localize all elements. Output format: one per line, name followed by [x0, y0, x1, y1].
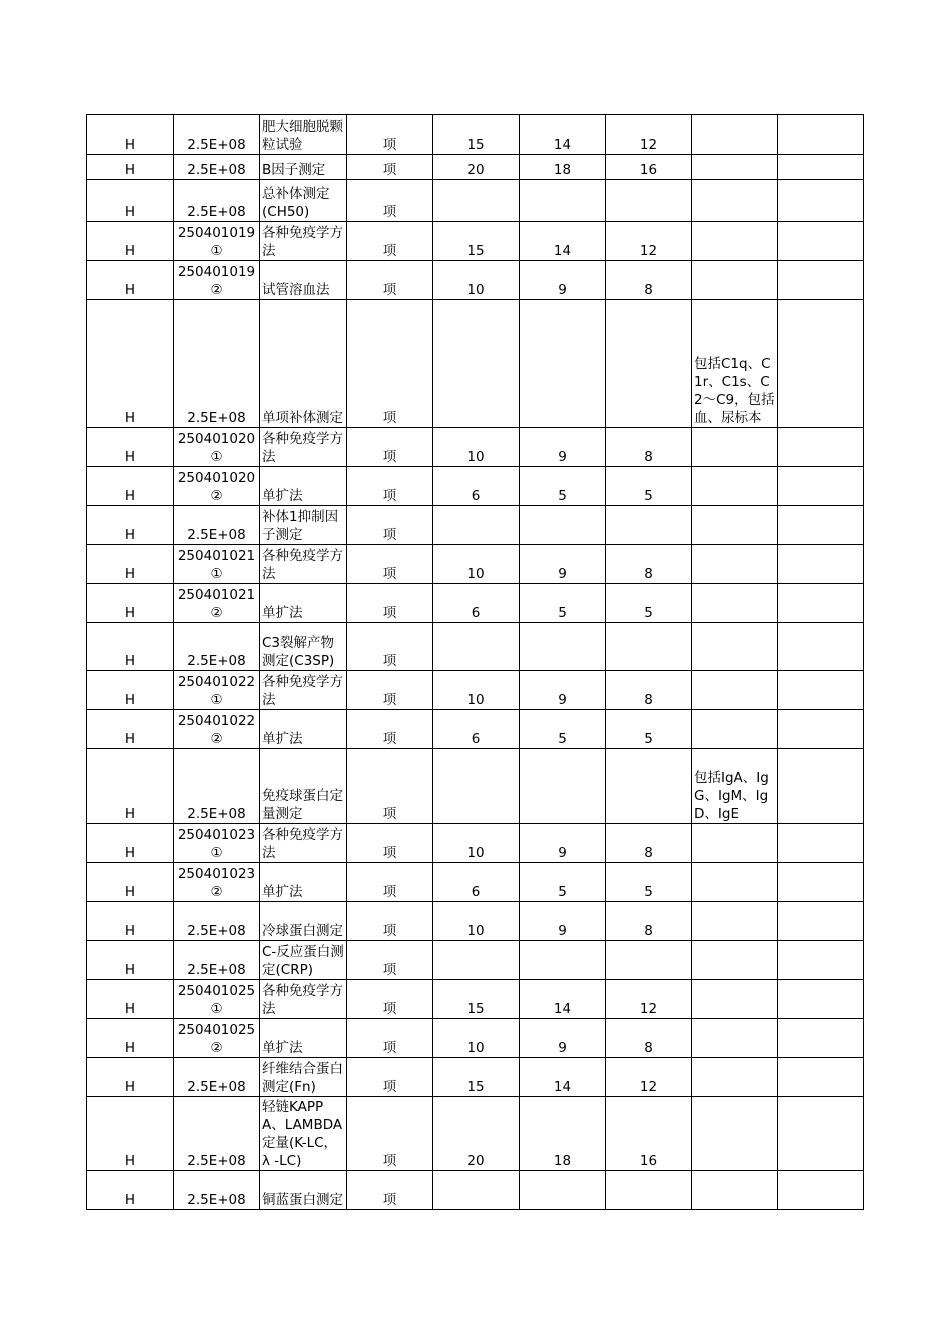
extra-cell	[778, 1171, 864, 1210]
item-name-cell: 补体1抑制因子测定	[260, 506, 347, 545]
code-cell: 2.5E+08	[174, 1058, 260, 1097]
note-cell	[692, 1097, 778, 1171]
table-row	[87, 749, 864, 824]
table-row	[87, 506, 864, 545]
price-cell-2	[520, 623, 606, 671]
code-cell: 250401023②	[174, 863, 260, 902]
code-cell: 250401023①	[174, 824, 260, 863]
code-cell: 250401019①	[174, 222, 260, 261]
extra-cell	[778, 863, 864, 902]
table-row	[87, 1097, 864, 1171]
price-cell-2	[520, 506, 606, 545]
unit-cell: 项	[347, 115, 433, 155]
price-cell-3: 5	[606, 584, 692, 623]
price-cell-2	[520, 749, 606, 824]
extra-cell	[778, 428, 864, 467]
price-cell-3: 8	[606, 824, 692, 863]
unit-cell: 项	[347, 1058, 433, 1097]
category-cell: H	[87, 941, 174, 980]
code-cell: 2.5E+08	[174, 623, 260, 671]
price-cell-1	[433, 300, 520, 428]
category-cell: H	[87, 1019, 174, 1058]
extra-cell	[778, 749, 864, 824]
category-cell: H	[87, 980, 174, 1019]
extra-cell	[778, 261, 864, 300]
unit-cell: 项	[347, 261, 433, 300]
unit-cell: 项	[347, 467, 433, 506]
price-cell-1	[433, 941, 520, 980]
unit-cell: 项	[347, 671, 433, 710]
item-name-cell: 各种免疫学方法	[260, 671, 347, 710]
note-cell	[692, 710, 778, 749]
table-body	[87, 115, 864, 1210]
price-cell-2: 5	[520, 863, 606, 902]
table-row	[87, 300, 864, 428]
note-cell	[692, 545, 778, 584]
note-cell	[692, 671, 778, 710]
note-cell	[692, 584, 778, 623]
unit-cell: 项	[347, 180, 433, 222]
note-cell	[692, 1019, 778, 1058]
table-row	[87, 941, 864, 980]
extra-cell	[778, 584, 864, 623]
code-cell: 250401019②	[174, 261, 260, 300]
code-cell: 250401020②	[174, 467, 260, 506]
note-cell	[692, 980, 778, 1019]
code-cell: 250401021②	[174, 584, 260, 623]
item-name-cell: 各种免疫学方法	[260, 824, 347, 863]
price-cell-1: 20	[433, 1097, 520, 1171]
item-name-cell: 单项补体测定	[260, 300, 347, 428]
price-cell-2: 5	[520, 584, 606, 623]
category-cell: H	[87, 1097, 174, 1171]
category-cell: H	[87, 300, 174, 428]
code-cell: 2.5E+08	[174, 300, 260, 428]
price-cell-3: 12	[606, 222, 692, 261]
unit-cell: 项	[347, 222, 433, 261]
price-cell-3	[606, 623, 692, 671]
code-cell: 250401022①	[174, 671, 260, 710]
price-cell-1	[433, 180, 520, 222]
item-name-cell: 轻链KAPPA、LAMBDA定量(K-LC，λ -LC)	[260, 1097, 347, 1171]
price-cell-2: 9	[520, 902, 606, 941]
extra-cell	[778, 980, 864, 1019]
code-cell: 2.5E+08	[174, 115, 260, 155]
category-cell: H	[87, 428, 174, 467]
extra-cell	[778, 506, 864, 545]
price-cell-3: 8	[606, 261, 692, 300]
extra-cell	[778, 1097, 864, 1171]
item-name-cell: 试管溶血法	[260, 261, 347, 300]
item-name-cell: 单扩法	[260, 467, 347, 506]
extra-cell	[778, 710, 864, 749]
item-name-cell: 总补体测定(CH50)	[260, 180, 347, 222]
item-name-cell: C3裂解产物测定(C3SP)	[260, 623, 347, 671]
table-row	[87, 261, 864, 300]
price-cell-3	[606, 506, 692, 545]
unit-cell: 项	[347, 300, 433, 428]
unit-cell: 项	[347, 941, 433, 980]
price-cell-2: 14	[520, 980, 606, 1019]
unit-cell: 项	[347, 155, 433, 180]
extra-cell	[778, 941, 864, 980]
price-cell-1	[433, 623, 520, 671]
item-name-cell: C-反应蛋白测定(CRP)	[260, 941, 347, 980]
price-cell-1: 15	[433, 115, 520, 155]
extra-cell	[778, 180, 864, 222]
price-cell-3	[606, 749, 692, 824]
price-cell-2	[520, 300, 606, 428]
price-cell-3	[606, 1171, 692, 1210]
note-cell	[692, 467, 778, 506]
table-row	[87, 902, 864, 941]
unit-cell: 项	[347, 710, 433, 749]
price-cell-2: 18	[520, 1097, 606, 1171]
table-row	[87, 671, 864, 710]
unit-cell: 项	[347, 545, 433, 584]
price-cell-1	[433, 749, 520, 824]
code-cell: 2.5E+08	[174, 155, 260, 180]
unit-cell: 项	[347, 980, 433, 1019]
category-cell: H	[87, 710, 174, 749]
price-cell-2: 9	[520, 671, 606, 710]
code-cell: 2.5E+08	[174, 941, 260, 980]
table-row	[87, 1019, 864, 1058]
price-cell-2	[520, 180, 606, 222]
category-cell: H	[87, 863, 174, 902]
category-cell: H	[87, 623, 174, 671]
price-cell-1: 10	[433, 1019, 520, 1058]
extra-cell	[778, 1058, 864, 1097]
price-cell-1: 10	[433, 545, 520, 584]
price-cell-3	[606, 941, 692, 980]
price-cell-2: 14	[520, 1058, 606, 1097]
extra-cell	[778, 115, 864, 155]
table-row	[87, 1171, 864, 1210]
code-cell: 2.5E+08	[174, 1097, 260, 1171]
note-cell	[692, 824, 778, 863]
price-cell-2: 9	[520, 824, 606, 863]
table-row	[87, 467, 864, 506]
price-cell-3: 5	[606, 467, 692, 506]
note-cell: 包括IgA、IgG、IgM、IgD、IgE	[692, 749, 778, 824]
price-cell-1: 10	[433, 428, 520, 467]
unit-cell: 项	[347, 1019, 433, 1058]
table-row	[87, 710, 864, 749]
price-cell-2: 14	[520, 115, 606, 155]
price-cell-1: 15	[433, 980, 520, 1019]
price-cell-2: 9	[520, 261, 606, 300]
table-row	[87, 824, 864, 863]
table-row	[87, 584, 864, 623]
unit-cell: 项	[347, 902, 433, 941]
table-row	[87, 1058, 864, 1097]
code-cell: 250401022②	[174, 710, 260, 749]
price-cell-1: 15	[433, 1058, 520, 1097]
price-cell-3: 8	[606, 428, 692, 467]
category-cell: H	[87, 749, 174, 824]
extra-cell	[778, 467, 864, 506]
note-cell	[692, 1058, 778, 1097]
extra-cell	[778, 824, 864, 863]
price-cell-3: 8	[606, 545, 692, 584]
price-cell-3: 12	[606, 980, 692, 1019]
item-name-cell: 各种免疫学方法	[260, 428, 347, 467]
price-cell-1	[433, 506, 520, 545]
unit-cell: 项	[347, 824, 433, 863]
category-cell: H	[87, 902, 174, 941]
category-cell: H	[87, 222, 174, 261]
code-cell: 2.5E+08	[174, 1171, 260, 1210]
price-cell-2: 9	[520, 545, 606, 584]
table-row	[87, 115, 864, 155]
price-cell-1: 10	[433, 902, 520, 941]
table-row	[87, 623, 864, 671]
item-name-cell: 免疫球蛋白定量测定	[260, 749, 347, 824]
price-cell-1: 6	[433, 467, 520, 506]
price-cell-3: 5	[606, 863, 692, 902]
unit-cell: 项	[347, 749, 433, 824]
extra-cell	[778, 1019, 864, 1058]
category-cell: H	[87, 506, 174, 545]
price-cell-3: 5	[606, 710, 692, 749]
extra-cell	[778, 902, 864, 941]
price-cell-3: 16	[606, 1097, 692, 1171]
item-name-cell: 冷球蛋白测定	[260, 902, 347, 941]
code-cell: 2.5E+08	[174, 902, 260, 941]
price-cell-1: 10	[433, 261, 520, 300]
unit-cell: 项	[347, 623, 433, 671]
code-cell: 250401025①	[174, 980, 260, 1019]
price-cell-1: 6	[433, 584, 520, 623]
price-cell-1: 6	[433, 710, 520, 749]
note-cell	[692, 155, 778, 180]
item-name-cell: 各种免疫学方法	[260, 980, 347, 1019]
code-cell: 250401020①	[174, 428, 260, 467]
note-cell: 包括C1q、C1r、C1s、C2～C9，包括血、尿标本	[692, 300, 778, 428]
price-cell-3: 12	[606, 1058, 692, 1097]
price-cell-3: 16	[606, 155, 692, 180]
table-row	[87, 155, 864, 180]
category-cell: H	[87, 824, 174, 863]
table-row	[87, 545, 864, 584]
category-cell: H	[87, 545, 174, 584]
price-cell-2: 14	[520, 222, 606, 261]
category-cell: H	[87, 584, 174, 623]
note-cell	[692, 506, 778, 545]
category-cell: H	[87, 1171, 174, 1210]
category-cell: H	[87, 180, 174, 222]
category-cell: H	[87, 1058, 174, 1097]
price-cell-3: 8	[606, 902, 692, 941]
price-cell-1: 6	[433, 863, 520, 902]
price-cell-2: 9	[520, 1019, 606, 1058]
extra-cell	[778, 623, 864, 671]
item-name-cell: 肥大细胞脱颗粒试验	[260, 115, 347, 155]
unit-cell: 项	[347, 584, 433, 623]
item-name-cell: 单扩法	[260, 710, 347, 749]
price-cell-3	[606, 180, 692, 222]
category-cell: H	[87, 467, 174, 506]
category-cell: H	[87, 115, 174, 155]
unit-cell: 项	[347, 1171, 433, 1210]
price-cell-3: 12	[606, 115, 692, 155]
price-cell-1: 10	[433, 824, 520, 863]
price-cell-1: 10	[433, 671, 520, 710]
extra-cell	[778, 545, 864, 584]
table-row	[87, 428, 864, 467]
price-cell-2: 18	[520, 155, 606, 180]
item-name-cell: B因子测定	[260, 155, 347, 180]
price-cell-2: 5	[520, 467, 606, 506]
fee-table	[86, 114, 864, 1210]
price-cell-1: 20	[433, 155, 520, 180]
note-cell	[692, 428, 778, 467]
category-cell: H	[87, 261, 174, 300]
table-row	[87, 180, 864, 222]
price-cell-3: 8	[606, 671, 692, 710]
note-cell	[692, 115, 778, 155]
code-cell: 250401025②	[174, 1019, 260, 1058]
price-cell-3	[606, 300, 692, 428]
price-cell-1: 15	[433, 222, 520, 261]
category-cell: H	[87, 155, 174, 180]
price-cell-2: 9	[520, 428, 606, 467]
note-cell	[692, 180, 778, 222]
item-name-cell: 铜蓝蛋白测定	[260, 1171, 347, 1210]
unit-cell: 项	[347, 506, 433, 545]
code-cell: 250401021①	[174, 545, 260, 584]
item-name-cell: 各种免疫学方法	[260, 222, 347, 261]
note-cell	[692, 1171, 778, 1210]
extra-cell	[778, 222, 864, 261]
item-name-cell: 各种免疫学方法	[260, 545, 347, 584]
note-cell	[692, 941, 778, 980]
code-cell: 2.5E+08	[174, 180, 260, 222]
price-cell-1	[433, 1171, 520, 1210]
item-name-cell: 纤维结合蛋白测定(Fn)	[260, 1058, 347, 1097]
price-cell-3: 8	[606, 1019, 692, 1058]
code-cell: 2.5E+08	[174, 506, 260, 545]
code-cell: 2.5E+08	[174, 749, 260, 824]
item-name-cell: 单扩法	[260, 863, 347, 902]
note-cell	[692, 863, 778, 902]
item-name-cell: 单扩法	[260, 584, 347, 623]
unit-cell: 项	[347, 1097, 433, 1171]
table-row	[87, 863, 864, 902]
price-cell-2	[520, 941, 606, 980]
note-cell	[692, 222, 778, 261]
price-cell-2	[520, 1171, 606, 1210]
note-cell	[692, 623, 778, 671]
unit-cell: 项	[347, 863, 433, 902]
unit-cell: 项	[347, 428, 433, 467]
note-cell	[692, 261, 778, 300]
price-cell-2: 5	[520, 710, 606, 749]
note-cell	[692, 902, 778, 941]
category-cell: H	[87, 671, 174, 710]
item-name-cell: 单扩法	[260, 1019, 347, 1058]
extra-cell	[778, 671, 864, 710]
extra-cell	[778, 300, 864, 428]
table-row	[87, 222, 864, 261]
table-row	[87, 980, 864, 1019]
extra-cell	[778, 155, 864, 180]
